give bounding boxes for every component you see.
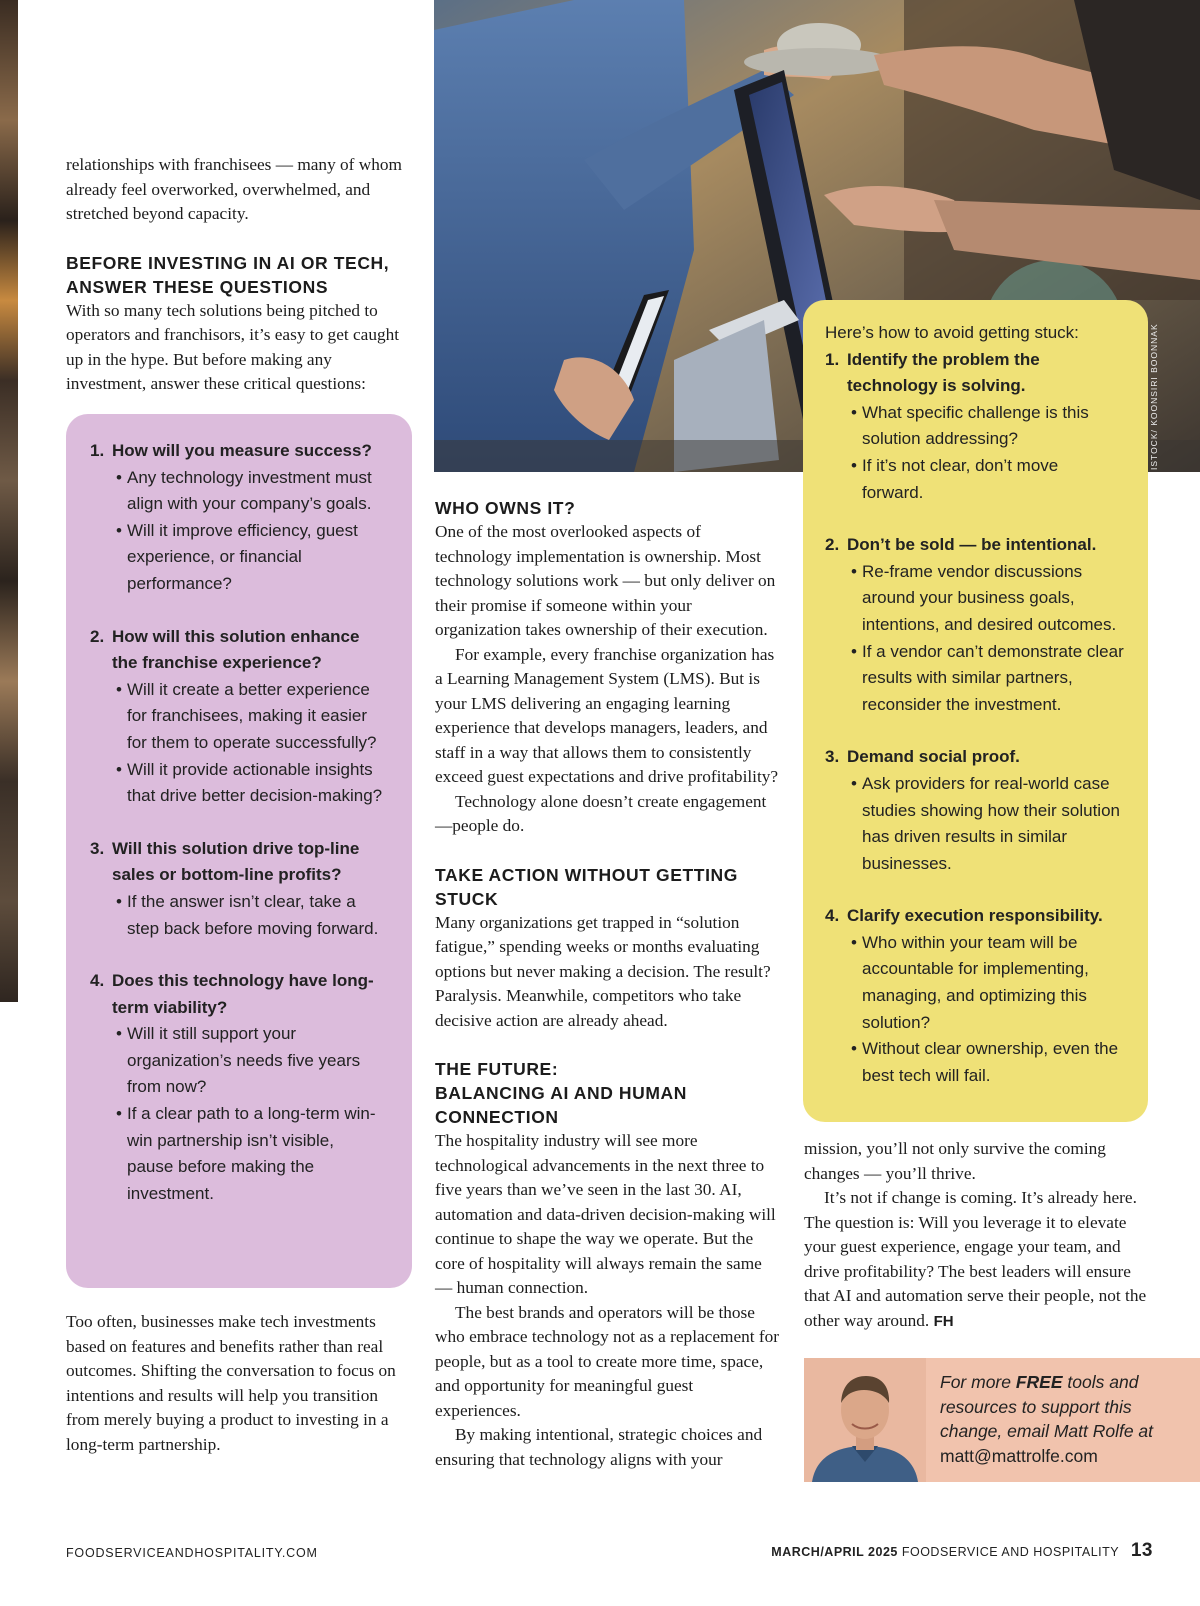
questions-list: [66, 414, 412, 1207]
box-intro: Here’s how to avoid getting stuck:: [825, 323, 1079, 342]
heading-the-future: [435, 1057, 780, 1129]
question-bullet: • Will it improve efficiency, guest experience, or financial performance?: [116, 520, 358, 593]
take-action-body: [435, 911, 780, 1034]
footer-issue: MARCH/APRIL 2025: [771, 1545, 898, 1559]
paragraph: Technology alone doesn’t create engagement—people do.: [435, 791, 767, 835]
tip-item: [825, 744, 1124, 877]
paragraph: The best brands and operators will be those who embrace technology not as a replacement for people, but as a tool to create more time, space, and opportunity for meaningful guest experiences.: [435, 1302, 780, 1420]
column-1: [66, 153, 411, 397]
paragraph: One of the most overlooked aspects of technology implementation is ownership. Most technology solutions work — but only deliver on their promise if someone within your organization takes ownership of their execution.: [435, 522, 776, 639]
question-title: 1. How will you measure success?: [90, 441, 372, 460]
before-investing-paragraph: With so many tech solutions being pitched to operators and franchisors, it’s easy to get caught up in the hype. But before making any investment, answer these critical questions:: [66, 300, 400, 393]
tip-item: [825, 532, 1124, 718]
the-future-body: [435, 1129, 780, 1472]
question-title: 2. How will this solution enhance the franchise experience?: [90, 626, 360, 673]
page-number: 13: [1130, 1540, 1153, 1561]
end-mark: FH: [933, 1312, 954, 1330]
tip-title: 4. Clarify execution responsibility.: [825, 906, 1103, 926]
heading-line-1: BEFORE INVESTING IN AI OR TECH,: [66, 252, 390, 273]
avoid-stuck-list: [803, 300, 1148, 1089]
avoid-getting-stuck-box: [803, 300, 1148, 1122]
question-item: [90, 624, 384, 810]
tip-title: 3. Demand social proof.: [825, 747, 1020, 767]
tip-bullet: • If a vendor can’t demonstrate clear results with similar partners, reconsider the investment.: [851, 641, 1124, 714]
tip-bullet: • What specific challenge is this solution addressing?: [851, 402, 1089, 449]
heading-line-2: ANSWER THESE QUESTIONS: [66, 276, 329, 297]
callout-text: For more FREE tools and resources to support this change, email Matt Rolfe at matt@mattrolfe.com: [940, 1372, 1154, 1466]
column-3: [804, 1137, 1154, 1334]
section-heading-before-investing: [66, 251, 411, 299]
question-title: 3. Will this solution drive top-line sales or bottom-line profits?: [90, 838, 360, 885]
tip-bullet: • Without clear ownership, even the best tech will fail.: [851, 1039, 1119, 1085]
who-owns-it-body: [435, 520, 780, 839]
question-item: [90, 438, 384, 598]
question-title: 4. Does this technology have long-term viability?: [90, 971, 374, 1017]
questions-sidebar-box: [66, 414, 412, 1288]
question-bullet: • Will it provide actionable insights that drive better decision-making?: [116, 759, 383, 806]
paragraph: For example, every franchise organization has a Learning Management System (LMS). But is your LMS delivering an engaging learning experience that develops managers, leaders, and staff in a way that allows them to consistently exceed guest expectations and drive profitability?: [435, 644, 779, 786]
closing-paragraph: It’s not if change is coming. It’s already here. The question is: Will you leverage it to elevate your guest experience, engage your team, and drive profitability? The best leaders will ensure that AI and automation serve their people, not the other way around. FH: [804, 1188, 1147, 1330]
intro-paragraph: relationships with franchisees — many of whom already feel overworked, overwhelmed, and stretched beyond capacity.: [66, 155, 402, 223]
footer-publication: FOODSERVICE AND HOSPITALITY: [901, 1545, 1119, 1559]
edge-photo-strip: [0, 0, 18, 1002]
question-bullet: • Will it create a better experience for franchisees, making it easier for them to operate successfully?: [116, 679, 377, 752]
heading-line-1: THE FUTURE:: [435, 1059, 559, 1079]
closing-paragraph: Too often, businesses make tech investments based on features and benefits rather than real outcomes. Shifting the conversation to focus on intentions and results will help you transition from merely buying a product to investing in a long-term partnership.: [66, 1312, 396, 1454]
tip-bullet: • Ask providers for real-world case studies showing how their solution has driven results in similar businesses.: [851, 773, 1120, 873]
question-bullet: • Will it still support your organization’s needs five years from now?: [116, 1024, 361, 1097]
tip-bullet: • Who within your team will be accountable for implementing, managing, and optimizing this solution?: [851, 932, 1089, 1032]
question-item: [90, 836, 384, 942]
tip-title: 1. Identify the problem the technology is solving.: [825, 349, 1040, 396]
paragraph: By making intentional, strategic choices and ensuring that technology aligns with your: [435, 1425, 763, 1469]
tip-item: [825, 903, 1124, 1089]
question-bullet: • Any technology investment must align with your company’s goals.: [116, 467, 372, 514]
photo-credit: ISTOCK/ KOONSIRI BOONNAK: [1149, 323, 1159, 470]
footer-folio: [771, 1540, 1153, 1562]
heading-who-owns-it: WHO OWNS IT?: [435, 498, 576, 518]
paragraph: The hospitality industry will see more technological advancements in the next three to five years than we’ve seen in the last 30. AI, automation and data-driven decision-making will continue to shape the way we operate. But the core of hospitality will always remain the same — human connection.: [435, 1131, 776, 1297]
author-headshot: [804, 1358, 926, 1482]
tip-title: 2. Don’t be sold — be intentional.: [825, 535, 1097, 555]
free-emphasis: FREE: [1015, 1372, 1063, 1392]
headshot-illustration: [804, 1358, 926, 1482]
heading-line-2: BALANCING AI AND HUMAN CONNECTION: [435, 1083, 688, 1127]
tip-bullet: • If it’s not clear, don’t move forward.: [851, 455, 1059, 502]
footer-website: FOODSERVICEANDHOSPITALITY.COM: [66, 1546, 318, 1560]
question-item: [90, 968, 384, 1207]
tip-bullet: • Re-frame vendor discussions around your business goals, intentions, and desired outcomes.: [851, 561, 1117, 634]
question-bullet: • If a clear path to a long-term win-win partnership isn’t visible, pause before making the investment.: [116, 1104, 376, 1203]
heading-take-action: TAKE ACTION WITHOUT GETTING STUCK: [435, 864, 738, 909]
paragraph: Many organizations get trapped in “solution fatigue,” spending weeks or months evaluating options but never making a decision. The result? Paralysis. Meanwhile, competitors who take decisive action are already ahead.: [435, 912, 771, 1030]
paragraph: mission, you’ll not only survive the coming changes — you’ll thrive.: [804, 1139, 1106, 1183]
tip-item: [825, 347, 1124, 507]
question-bullet: • If the answer isn’t clear, take a step back before moving forward.: [116, 891, 379, 938]
column-2: [435, 496, 780, 1472]
author-email-link[interactable]: matt@mattrolfe.com: [940, 1445, 1098, 1466]
